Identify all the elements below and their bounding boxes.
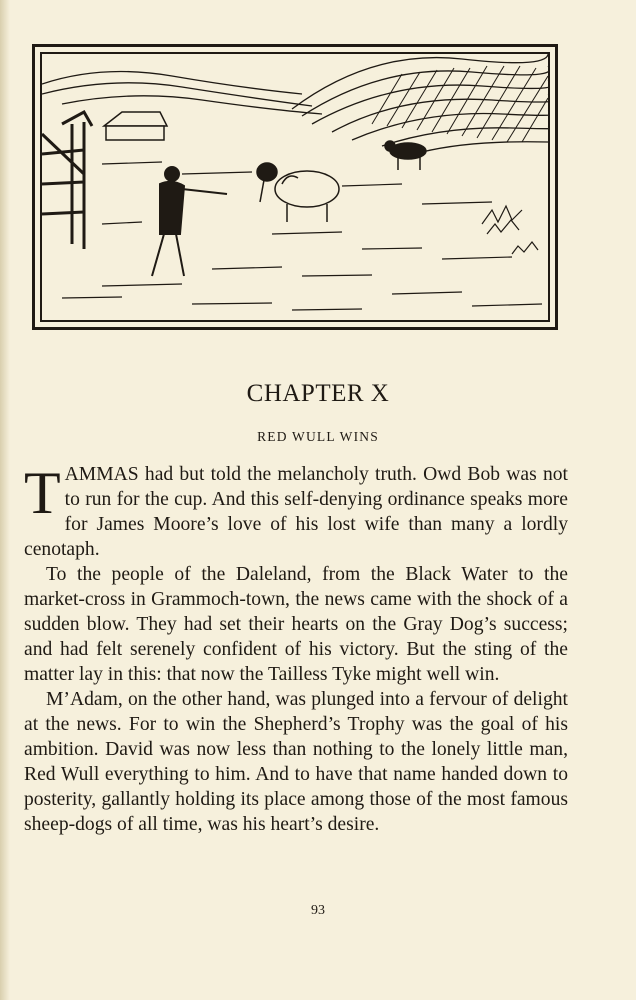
paragraph-1-text: AMMAS had but told the melancholy truth. Owd Bob was not to run for the cup. And this self-denying ordinance speaks more for James Moore’s love of his lost wife than many a lordly cenotaph. (24, 464, 568, 560)
page-number: 93 (311, 903, 325, 918)
paragraph-1 (24, 462, 568, 562)
page-edge (0, 0, 10, 1000)
illustration-frame (40, 52, 550, 322)
chapter-subtitle: RED WULL WINS (257, 429, 379, 444)
drop-cap: T (24, 460, 61, 526)
chapter-title: CHAPTER X (246, 380, 390, 407)
chapter-body (24, 462, 568, 837)
paragraph-3: M’Adam, on the other hand, was plunged into a fervour of delight at the news. For to win the Shepherd’s Trophy was the goal of his ambition. David was now less than nothing to the lonely little man, Red Wull everything to him. And to have that name handed down to posterity, gallantly holding its place among those of the most famous sheep-dogs of all time, was his heart’s desire. (24, 689, 568, 835)
chapter-illustration (32, 44, 558, 330)
woodcut-scene (42, 54, 548, 320)
paragraph-2: To the people of the Daleland, from the Black Water to the market-cross in Grammoch-town, the news came with the shock of a sudden blow. They had set their hearts on the Gray Dog’s success; and had felt serenely confident of his victory. But the sting of the matter lay in this: that now the Tailless Tyke might well win. (24, 564, 568, 685)
